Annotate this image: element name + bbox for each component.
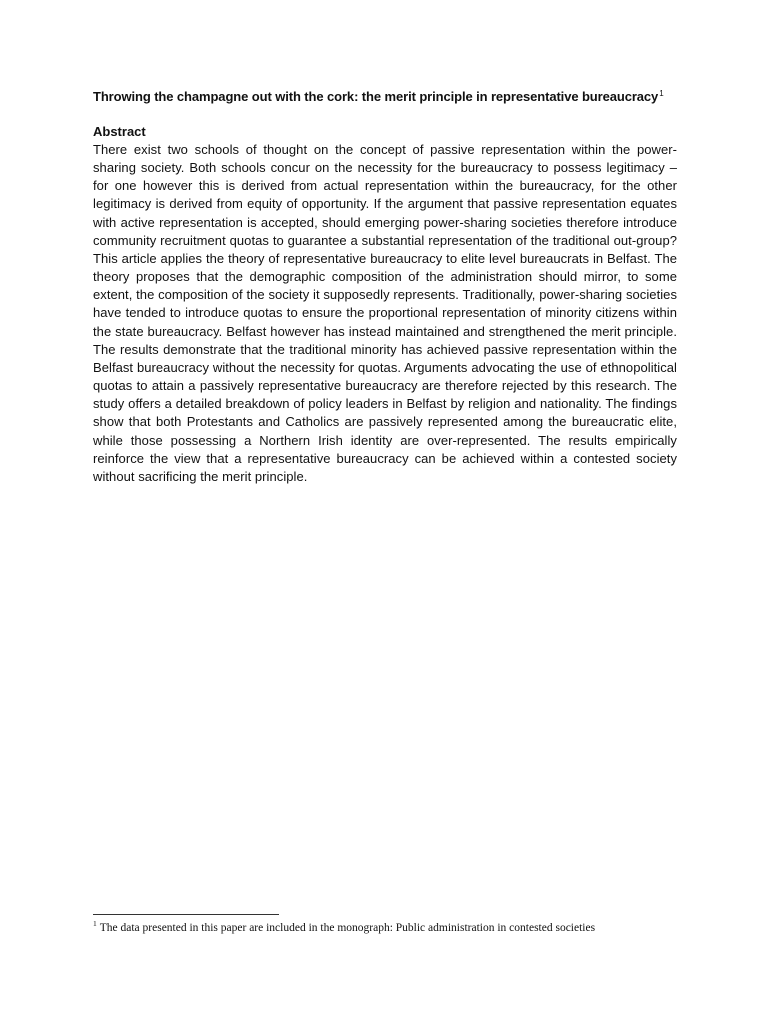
abstract-body: There exist two schools of thought on the concept of passive representation within the power-sharing society. Both schools concur on the necessity for the bureaucracy to possess legitimacy – for one however this is derived from actual representation within the bureaucracy, for the other legitimacy is derived from equity of opportunity. If the argument that passive representation equates with active representation is accepted, should emerging power-sharing societies therefore introduce community recruitment quotas to guarantee a substantial representation of the traditional out-group? This article applies the theory of representative bureaucracy to elite level bureaucrats in Belfast. The theory proposes that the demographic composition of the administration should mirror, to some extent, the composition of the society it supposedly represents. Traditionally, power-sharing societies have tended to introduce quotas to ensure the proportional representation of minority citizens within the state bureaucracy. Belfast however has instead maintained and strengthened the merit principle. The results demonstrate that the traditional minority has achieved passive representation within the Belfast bureaucracy without the necessity for quotas. Arguments advocating the use of ethnopolitical quotas to attain a passively representative bureaucracy are therefore rejected by this research. The study offers a detailed breakdown of policy leaders in Belfast by religion and nationality. The findings show that both Protestants and Catholics are passively represented among the bureaucratic elite, while those possessing a Northern Irish identity are over-represented. The results empirically reinforce the view that a representative bureaucracy can be achieved within a contested society without sacrificing the merit principle. [93,142,677,484]
abstract-heading: Abstract [93,124,146,139]
footnote [93,921,693,935]
footnote-marker: 1 [93,919,97,929]
footnote-text: The data presented in this paper are included in the monograph: Public administration in contested societies [99,922,596,934]
paper-title [93,88,677,106]
footnote-separator [93,914,279,915]
title-footnote-marker[interactable]: 1 [659,88,664,98]
paper-content [93,88,677,486]
paper-title-text: Throwing the champagne out with the cork: the merit principle in representative bureaucracy [93,89,659,104]
